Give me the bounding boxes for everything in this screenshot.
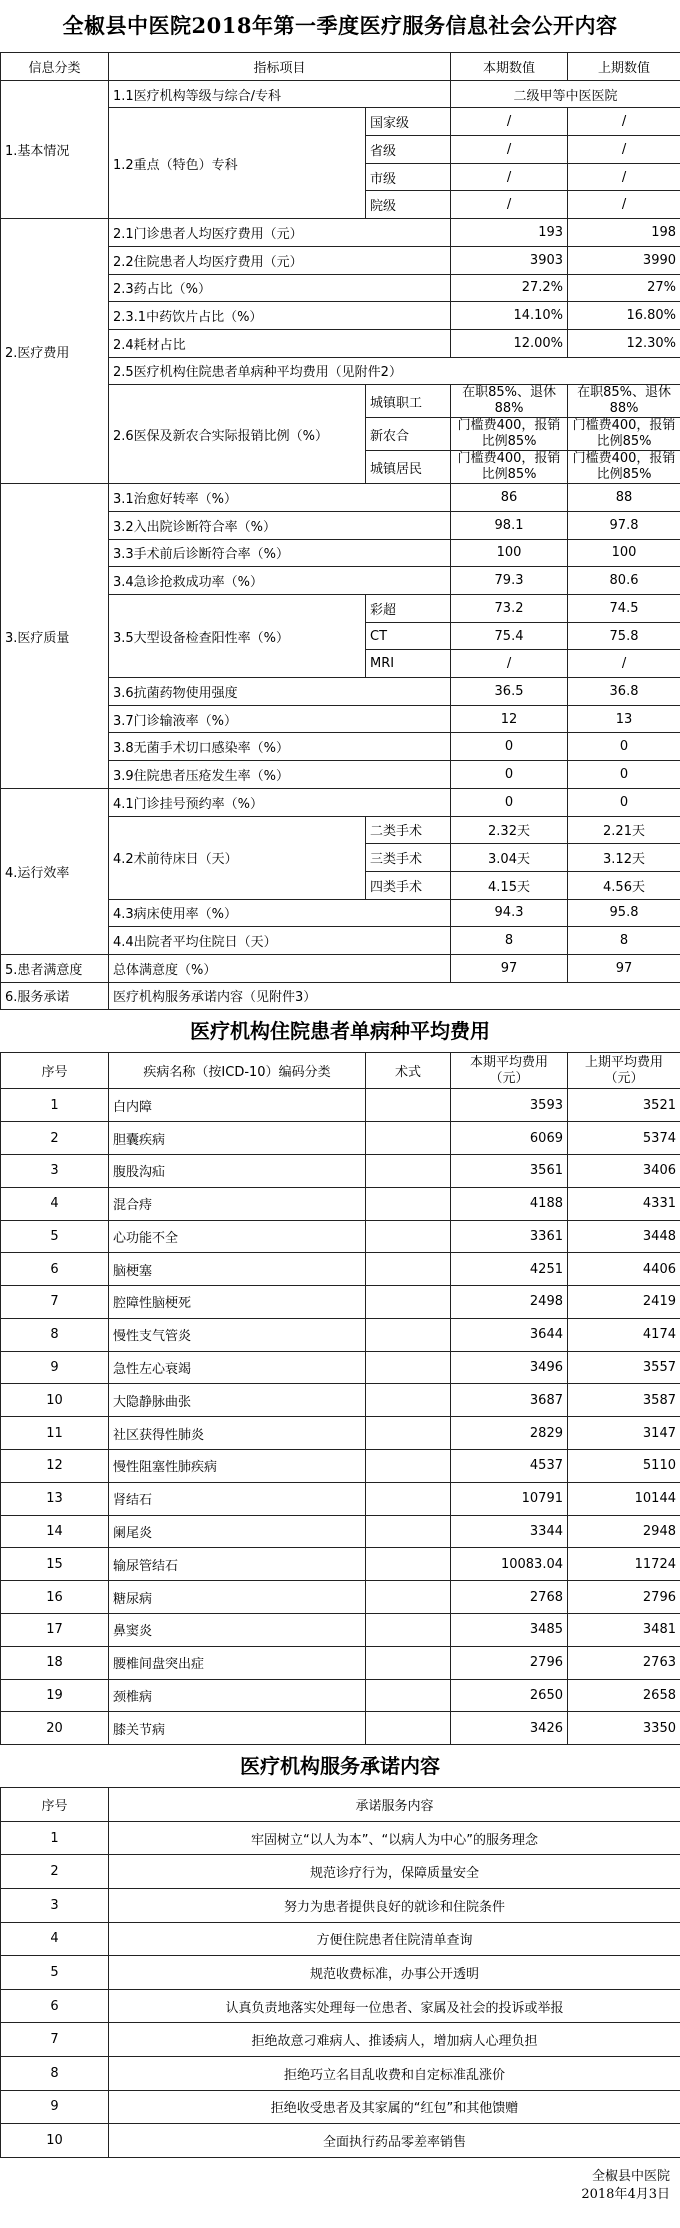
current-value: 0 bbox=[451, 761, 568, 789]
commitment-text: 全面执行药品零差率销售 bbox=[109, 2124, 680, 2158]
disease-name: 膝关节病 bbox=[109, 1712, 366, 1745]
previous-cost: 3448 bbox=[568, 1220, 680, 1253]
current-value: 12 bbox=[451, 705, 568, 733]
current-cost: 2829 bbox=[451, 1417, 568, 1450]
row-no: 5 bbox=[1, 1956, 109, 1990]
sub-label: 四类手术 bbox=[366, 871, 451, 899]
table-row bbox=[1, 1989, 680, 2023]
commitment-title: 医疗机构服务承诺内容 bbox=[240, 1754, 440, 1779]
disease-name: 腰椎间盘突出症 bbox=[109, 1646, 366, 1679]
procedure-cell bbox=[366, 1482, 451, 1515]
previous-cost: 3406 bbox=[568, 1154, 680, 1187]
previous-cost: 2419 bbox=[568, 1286, 680, 1319]
previous-value: 在职85%、退休88% bbox=[568, 385, 680, 418]
row-no: 7 bbox=[1, 1286, 109, 1319]
row-no: 2 bbox=[1, 1855, 109, 1889]
table-row bbox=[1, 484, 680, 512]
current-value: 3903 bbox=[451, 246, 568, 274]
row-no: 7 bbox=[1, 2023, 109, 2057]
disease-name: 颈椎病 bbox=[109, 1679, 366, 1712]
previous-cost: 4406 bbox=[568, 1253, 680, 1286]
previous-cost: 3147 bbox=[568, 1417, 680, 1450]
current-value: 4.15天 bbox=[451, 871, 568, 899]
commitment-text: 拒绝收受患者及其家属的“红包”和其他馈赠 bbox=[109, 2090, 680, 2124]
row-no: 9 bbox=[1, 2090, 109, 2124]
row-no: 12 bbox=[1, 1450, 109, 1483]
row-no: 4 bbox=[1, 1922, 109, 1956]
sub-label: 二类手术 bbox=[366, 816, 451, 844]
header-disease: 疾病名称（按ICD-10）编码分类 bbox=[109, 1053, 366, 1089]
procedure-cell bbox=[366, 1384, 451, 1417]
commitment-header bbox=[1, 1788, 680, 1822]
current-value: 94.3 bbox=[451, 899, 568, 927]
current-cost: 3687 bbox=[451, 1384, 568, 1417]
row-label: 2.6医保及新农合实际报销比例（%） bbox=[109, 385, 366, 484]
procedure-cell bbox=[366, 1548, 451, 1581]
current-value: 193 bbox=[451, 219, 568, 247]
previous-cost: 3481 bbox=[568, 1614, 680, 1647]
procedure-cell bbox=[366, 1450, 451, 1483]
disease-name: 大隐静脉曲张 bbox=[109, 1384, 366, 1417]
previous-value: 100 bbox=[568, 539, 680, 567]
current-value: 79.3 bbox=[451, 567, 568, 595]
header-no: 序号 bbox=[1, 1788, 109, 1822]
current-value: 2.32天 bbox=[451, 816, 568, 844]
row-label: 3.5大型设备检查阳性率（%） bbox=[109, 595, 366, 678]
disease-cost-table bbox=[0, 1052, 680, 1745]
previous-cost: 5110 bbox=[568, 1450, 680, 1483]
current-value: 门槛费400，报销比例85% bbox=[451, 451, 568, 484]
table-row bbox=[1, 1122, 680, 1155]
table-row bbox=[1, 1318, 680, 1351]
row-value: 二级甲等中医医院 bbox=[451, 80, 680, 108]
row-no: 4 bbox=[1, 1187, 109, 1220]
current-cost: 3485 bbox=[451, 1614, 568, 1647]
footer-org: 全椒县中医院 bbox=[591, 2169, 670, 2184]
header-previous-cost: 上期平均费用（元） bbox=[568, 1053, 680, 1089]
row-label: 2.2住院患者人均医疗费用（元） bbox=[109, 246, 451, 274]
disease-name: 糖尿病 bbox=[109, 1581, 366, 1614]
disease-cost-body bbox=[1, 1089, 680, 1745]
row-no: 14 bbox=[1, 1515, 109, 1548]
row-no: 11 bbox=[1, 1417, 109, 1450]
current-cost: 10083.04 bbox=[451, 1548, 568, 1581]
current-value: 27.2% bbox=[451, 274, 568, 302]
row-label: 2.1门诊患者人均医疗费用（元） bbox=[109, 219, 451, 247]
commitment-body bbox=[1, 1821, 680, 2157]
procedure-cell bbox=[366, 1286, 451, 1319]
current-cost: 2498 bbox=[451, 1286, 568, 1319]
previous-value: 75.8 bbox=[568, 622, 680, 650]
header-content: 承诺服务内容 bbox=[109, 1788, 680, 1822]
commitment-text: 拒绝巧立名目乱收费和自定标准乱涨价 bbox=[109, 2057, 680, 2091]
table-row bbox=[1, 1482, 680, 1515]
commitment-text: 规范诊疗行为，保障质量安全 bbox=[109, 1855, 680, 1889]
previous-value: 16.80% bbox=[568, 302, 680, 330]
disease-name: 白内障 bbox=[109, 1089, 366, 1122]
category-cost: 2.医疗费用 bbox=[1, 219, 109, 484]
row-label: 2.4耗材占比 bbox=[109, 329, 451, 357]
procedure-cell bbox=[366, 1351, 451, 1384]
previous-value: 95.8 bbox=[568, 899, 680, 927]
procedure-cell bbox=[366, 1089, 451, 1122]
row-no: 17 bbox=[1, 1614, 109, 1647]
row-no: 8 bbox=[1, 2057, 109, 2091]
row-no: 9 bbox=[1, 1351, 109, 1384]
current-cost: 2650 bbox=[451, 1679, 568, 1712]
row-no: 6 bbox=[1, 1253, 109, 1286]
previous-value: 3.12天 bbox=[568, 844, 680, 872]
disease-name: 心功能不全 bbox=[109, 1220, 366, 1253]
table-row bbox=[1, 1614, 680, 1647]
row-label: 医疗机构服务承诺内容（见附件3） bbox=[109, 982, 680, 1010]
row-label: 2.5医疗机构住院患者单病种平均费用（见附件2） bbox=[109, 357, 680, 385]
previous-cost: 2948 bbox=[568, 1515, 680, 1548]
row-no: 1 bbox=[1, 1821, 109, 1855]
table-row bbox=[1, 1384, 680, 1417]
disease-cost-header bbox=[1, 1053, 680, 1089]
current-value: / bbox=[451, 163, 568, 191]
disease-name: 鼻窦炎 bbox=[109, 1614, 366, 1647]
table-row bbox=[1, 1351, 680, 1384]
row-label: 3.1治愈好转率（%） bbox=[109, 484, 451, 512]
current-value: / bbox=[451, 650, 568, 678]
disease-cost-title: 医疗机构住院患者单病种平均费用 bbox=[190, 1019, 490, 1044]
previous-cost: 5374 bbox=[568, 1122, 680, 1155]
sub-label: 彩超 bbox=[366, 595, 451, 623]
previous-value: 88 bbox=[568, 484, 680, 512]
row-label: 3.6抗菌药物使用强度 bbox=[109, 678, 451, 706]
previous-value: 0 bbox=[568, 788, 680, 816]
procedure-cell bbox=[366, 1581, 451, 1614]
row-no: 13 bbox=[1, 1482, 109, 1515]
previous-cost: 4174 bbox=[568, 1318, 680, 1351]
current-value: / bbox=[451, 191, 568, 219]
header-current-cost: 本期平均费用（元） bbox=[451, 1053, 568, 1089]
current-cost: 6069 bbox=[451, 1122, 568, 1155]
current-value: 0 bbox=[451, 733, 568, 761]
footer bbox=[0, 2168, 670, 2204]
footer-date: 2018年4月3日 bbox=[581, 2187, 670, 2202]
current-value: 3.04天 bbox=[451, 844, 568, 872]
row-label: 4.3病床使用率（%） bbox=[109, 899, 451, 927]
current-cost: 2768 bbox=[451, 1581, 568, 1614]
current-cost: 3644 bbox=[451, 1318, 568, 1351]
previous-value: / bbox=[568, 136, 680, 164]
previous-value: 74.5 bbox=[568, 595, 680, 623]
disease-name: 腹股沟疝 bbox=[109, 1154, 366, 1187]
previous-value: 80.6 bbox=[568, 567, 680, 595]
previous-cost: 2763 bbox=[568, 1646, 680, 1679]
row-no: 2 bbox=[1, 1122, 109, 1155]
category-efficiency: 4.运行效率 bbox=[1, 788, 109, 954]
current-value: 14.10% bbox=[451, 302, 568, 330]
table-row bbox=[1, 2124, 680, 2158]
row-no: 1 bbox=[1, 1089, 109, 1122]
current-cost: 4188 bbox=[451, 1187, 568, 1220]
row-label: 4.4出院者平均住院日（天） bbox=[109, 927, 451, 955]
commitment-text: 认真负责地落实处理每一位患者、家属及社会的投诉或举报 bbox=[109, 1989, 680, 2023]
current-value: 75.4 bbox=[451, 622, 568, 650]
current-cost: 3426 bbox=[451, 1712, 568, 1745]
current-value: 在职85%、退休88% bbox=[451, 385, 568, 418]
procedure-cell bbox=[366, 1220, 451, 1253]
table-row bbox=[1, 788, 680, 816]
table-row bbox=[1, 1679, 680, 1712]
previous-cost: 11724 bbox=[568, 1548, 680, 1581]
row-label: 3.4急诊抢救成功率（%） bbox=[109, 567, 451, 595]
previous-value: 2.21天 bbox=[568, 816, 680, 844]
previous-value: 0 bbox=[568, 733, 680, 761]
row-label: 2.3.1中药饮片占比（%） bbox=[109, 302, 451, 330]
table-row bbox=[1, 1220, 680, 1253]
sub-label: 城镇居民 bbox=[366, 451, 451, 484]
row-no: 10 bbox=[1, 2124, 109, 2158]
sub-label: 城镇职工 bbox=[366, 385, 451, 418]
procedure-cell bbox=[366, 1646, 451, 1679]
table-row bbox=[1, 1922, 680, 1956]
table-row bbox=[1, 2090, 680, 2124]
current-value: 86 bbox=[451, 484, 568, 512]
disease-name: 社区获得性肺炎 bbox=[109, 1417, 366, 1450]
disease-name: 脑梗塞 bbox=[109, 1253, 366, 1286]
previous-value: / bbox=[568, 191, 680, 219]
row-no: 18 bbox=[1, 1646, 109, 1679]
previous-cost: 2796 bbox=[568, 1581, 680, 1614]
disease-name: 慢性支气管炎 bbox=[109, 1318, 366, 1351]
commitment-text: 努力为患者提供良好的就诊和住院条件 bbox=[109, 1889, 680, 1923]
header-no: 序号 bbox=[1, 1053, 109, 1089]
current-cost: 4537 bbox=[451, 1450, 568, 1483]
previous-value: 97.8 bbox=[568, 511, 680, 539]
header-previous: 上期数值 bbox=[568, 53, 680, 81]
previous-value: 198 bbox=[568, 219, 680, 247]
table-row bbox=[1, 1956, 680, 1990]
table-row bbox=[1, 1450, 680, 1483]
procedure-cell bbox=[366, 1679, 451, 1712]
previous-cost: 3587 bbox=[568, 1384, 680, 1417]
table-row bbox=[1, 1154, 680, 1187]
previous-value: 97 bbox=[568, 954, 680, 982]
current-value: 8 bbox=[451, 927, 568, 955]
row-label: 1.1医疗机构等级与综合/专科 bbox=[109, 80, 451, 108]
commitment-text: 拒绝故意刁难病人、推诿病人，增加病人心理负担 bbox=[109, 2023, 680, 2057]
current-cost: 4251 bbox=[451, 1253, 568, 1286]
previous-value: 8 bbox=[568, 927, 680, 955]
current-cost: 3496 bbox=[451, 1351, 568, 1384]
current-value: / bbox=[451, 108, 568, 136]
table-row bbox=[1, 1712, 680, 1745]
row-no: 20 bbox=[1, 1712, 109, 1745]
table-row bbox=[1, 982, 680, 1010]
current-value: 门槛费400，报销比例85% bbox=[451, 418, 568, 451]
table-row bbox=[1, 1889, 680, 1923]
table-row bbox=[1, 1089, 680, 1122]
row-no: 15 bbox=[1, 1548, 109, 1581]
previous-cost: 10144 bbox=[568, 1482, 680, 1515]
row-no: 3 bbox=[1, 1154, 109, 1187]
current-cost: 2796 bbox=[451, 1646, 568, 1679]
row-no: 10 bbox=[1, 1384, 109, 1417]
current-cost: 10791 bbox=[451, 1482, 568, 1515]
current-cost: 3344 bbox=[451, 1515, 568, 1548]
sub-label: 省级 bbox=[366, 136, 451, 164]
disease-name: 急性左心衰竭 bbox=[109, 1351, 366, 1384]
page-title: 全椒县中医院2018年第一季度医疗服务信息社会公开内容 bbox=[62, 13, 618, 38]
row-label: 3.7门诊输液率（%） bbox=[109, 705, 451, 733]
table-row bbox=[1, 1253, 680, 1286]
previous-value: 4.56天 bbox=[568, 871, 680, 899]
category-quality: 3.医疗质量 bbox=[1, 484, 109, 789]
previous-value: / bbox=[568, 163, 680, 191]
previous-value: 13 bbox=[568, 705, 680, 733]
previous-value: 3990 bbox=[568, 246, 680, 274]
row-label: 4.1门诊挂号预约率（%） bbox=[109, 788, 451, 816]
disease-name: 混合痔 bbox=[109, 1187, 366, 1220]
current-value: / bbox=[451, 136, 568, 164]
row-no: 19 bbox=[1, 1679, 109, 1712]
table-row bbox=[1, 1581, 680, 1614]
procedure-cell bbox=[366, 1614, 451, 1647]
sub-label: CT bbox=[366, 622, 451, 650]
table-row bbox=[1, 1548, 680, 1581]
sub-label: MRI bbox=[366, 650, 451, 678]
row-no: 8 bbox=[1, 1318, 109, 1351]
table-row bbox=[1, 1286, 680, 1319]
row-label: 4.2术前待床日（天） bbox=[109, 816, 366, 899]
current-value: 12.00% bbox=[451, 329, 568, 357]
commitment-table bbox=[0, 1787, 680, 2158]
table-row bbox=[1, 80, 680, 108]
previous-value: 0 bbox=[568, 761, 680, 789]
commitment-text: 牢固树立“以人为本”、“以病人为中心”的服务理念 bbox=[109, 1821, 680, 1855]
procedure-cell bbox=[366, 1253, 451, 1286]
previous-value: 门槛费400，报销比例85% bbox=[568, 418, 680, 451]
current-cost: 3361 bbox=[451, 1220, 568, 1253]
current-value: 73.2 bbox=[451, 595, 568, 623]
previous-cost: 3521 bbox=[568, 1089, 680, 1122]
info-table bbox=[0, 52, 680, 1010]
current-value: 98.1 bbox=[451, 511, 568, 539]
disease-name: 胆囊疾病 bbox=[109, 1122, 366, 1155]
table-row bbox=[1, 1855, 680, 1889]
previous-value: 12.30% bbox=[568, 329, 680, 357]
table-row bbox=[1, 1646, 680, 1679]
header-category: 信息分类 bbox=[1, 53, 109, 81]
disease-name: 慢性阻塞性肺疾病 bbox=[109, 1450, 366, 1483]
commitment-text: 方便住院患者住院清单查询 bbox=[109, 1922, 680, 1956]
current-cost: 3561 bbox=[451, 1154, 568, 1187]
row-no: 5 bbox=[1, 1220, 109, 1253]
procedure-cell bbox=[366, 1154, 451, 1187]
procedure-cell bbox=[366, 1318, 451, 1351]
procedure-cell bbox=[366, 1187, 451, 1220]
previous-value: / bbox=[568, 650, 680, 678]
previous-value: 门槛费400，报销比例85% bbox=[568, 451, 680, 484]
disease-name: 肾结石 bbox=[109, 1482, 366, 1515]
previous-value: 27% bbox=[568, 274, 680, 302]
category-satisfaction: 5.患者满意度 bbox=[1, 954, 109, 982]
sub-label: 新农合 bbox=[366, 418, 451, 451]
commitment-text: 规范收费标准，办事公开透明 bbox=[109, 1956, 680, 1990]
info-table-header bbox=[1, 53, 680, 81]
table-row bbox=[1, 2057, 680, 2091]
previous-cost: 4331 bbox=[568, 1187, 680, 1220]
disease-name: 输尿管结石 bbox=[109, 1548, 366, 1581]
previous-cost: 3557 bbox=[568, 1351, 680, 1384]
row-no: 6 bbox=[1, 1989, 109, 2023]
row-no: 16 bbox=[1, 1581, 109, 1614]
table-row bbox=[1, 1187, 680, 1220]
table-row bbox=[1, 954, 680, 982]
previous-cost: 2658 bbox=[568, 1679, 680, 1712]
current-value: 97 bbox=[451, 954, 568, 982]
row-label: 3.8无菌手术切口感染率（%） bbox=[109, 733, 451, 761]
row-label: 2.3药占比（%） bbox=[109, 274, 451, 302]
category-commitment: 6.服务承诺 bbox=[1, 982, 109, 1010]
current-value: 36.5 bbox=[451, 678, 568, 706]
procedure-cell bbox=[366, 1515, 451, 1548]
previous-value: 36.8 bbox=[568, 678, 680, 706]
table-row bbox=[1, 2023, 680, 2057]
row-label: 1.2重点（特色）专科 bbox=[109, 108, 366, 219]
disease-name: 阑尾炎 bbox=[109, 1515, 366, 1548]
table-row bbox=[1, 1417, 680, 1450]
header-procedure: 术式 bbox=[366, 1053, 451, 1089]
row-label: 3.3手术前后诊断符合率（%） bbox=[109, 539, 451, 567]
current-cost: 3593 bbox=[451, 1089, 568, 1122]
sub-label: 市级 bbox=[366, 163, 451, 191]
current-value: 100 bbox=[451, 539, 568, 567]
procedure-cell bbox=[366, 1417, 451, 1450]
previous-cost: 3350 bbox=[568, 1712, 680, 1745]
sub-label: 三类手术 bbox=[366, 844, 451, 872]
category-basic: 1.基本情况 bbox=[1, 80, 109, 218]
row-label: 3.2入出院诊断符合率（%） bbox=[109, 511, 451, 539]
current-value: 0 bbox=[451, 788, 568, 816]
row-label: 3.9住院患者压疮发生率（%） bbox=[109, 761, 451, 789]
table-row bbox=[1, 1515, 680, 1548]
row-label: 总体满意度（%） bbox=[109, 954, 451, 982]
table-row bbox=[1, 1821, 680, 1855]
table-row bbox=[1, 219, 680, 247]
procedure-cell bbox=[366, 1122, 451, 1155]
row-no: 3 bbox=[1, 1889, 109, 1923]
sub-label: 国家级 bbox=[366, 108, 451, 136]
header-current: 本期数值 bbox=[451, 53, 568, 81]
sub-label: 院级 bbox=[366, 191, 451, 219]
procedure-cell bbox=[366, 1712, 451, 1745]
disease-name: 腔障性脑梗死 bbox=[109, 1286, 366, 1319]
previous-value: / bbox=[568, 108, 680, 136]
header-indicator: 指标项目 bbox=[109, 53, 451, 81]
